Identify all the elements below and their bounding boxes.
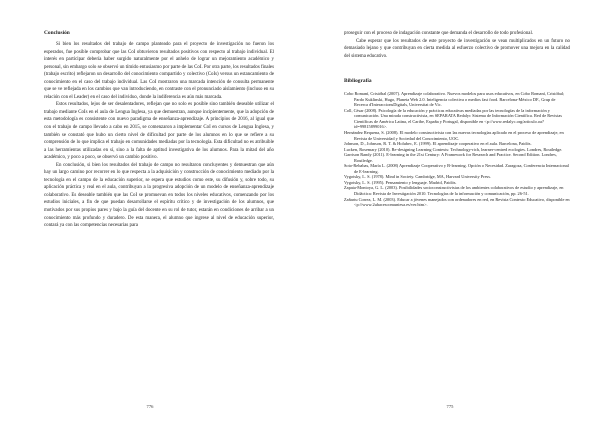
reference-item: Lucken, Rosemary (2010). Re-designing Learning Contexts: Technology-rich, learner-centred ecologies. Londres, Routledge. (344, 146, 563, 152)
right-page (300, 0, 600, 424)
reference-item: Coll, César (2008). Psicología de la educación y prácticas educativas mediadas por las tecnologías de la información y comunicación. Una mirada constructivista, en SEPARATA Redalyc Sistema de Información Científica. Red de Revistas Científicas de América Latina, el Caribe, España y Portugal, disponible en <p://www.redalyc.org/articulo.oa?id=99815899016>. (344, 107, 562, 130)
reference-item: Cobo Romaní, Cristóbal (2007). Aprendizaje colaborativo. Nuevos modelos para usos educativos, en Cobo Romaní, Cristóbal; Pardo Kuklinski, Hugo, Planeta Web 2.0. Inteligencia colectiva o medios fast food. Barcelona-México DF., Grup de Recerca d'InteraccionsDigitals, Universitat de Vic. (344, 91, 565, 108)
reference-item: Garrison Randy (2011). E-learning in the 21st Century: A Framework for Research and Practice. Second Edition. Londres, Routledge. (344, 152, 557, 163)
reference-item: Vygotsky, L. S. (1995). Pensamiento y lenguaje. Madrid, Paidós. (344, 179, 457, 185)
right-page-number: 775 (446, 404, 454, 409)
conclusion-paragraph-3: En conclusión, si bien los resultados del trabajo de campo no resultaron concluyentes y demuestran que aún hay un largo camino por recorrer en lo que respecta a la adquisición y construcción de conocimiento mediado por la tecnología en el campo de la educación superior, se espera que estudios como este, su difusión y, sobre todo, su aplicación práctica y real en el aula, contribuyan a la progresiva adopción de un modelo de enseñanza-aprendizaje colaborativo. Es deseable también que las CoI se promuevan en todos los niveles educativos, comenzando por los estudios iniciales, a fin de que puedan desarrollarse el espíritu crítico y de investigación de los alumnos, que motivados por sus propios pares y bajo la guía del docente en su rol de tutor, estarán en condiciones de arribar a un conocimiento más profundo y duradero. De esta manera, el alumno que ingrese al nivel de educación superior, contará ya con las competencias necesarias para (44, 162, 274, 229)
reference-item: Johnson, D., Johnson, R. T. & Holubec, E. (1999). El aprendizaje cooperativo en el aula. Barcelona, Paidós. (344, 141, 532, 147)
left-page-number: 776 (146, 404, 154, 409)
reference-item: Zañartu Correa, L. M. (2003). Educar a jóvenes manejados con ordenadores en red, en Revista Contexto Educativo, disponible en <p://www.2uhacescomuniesa.es/ver.htm>. (344, 196, 570, 208)
continuation-paragraph-2: Cabe esperar que los resultados de este proyecto de investigación se vean multiplicados en un futuro no demasiado lejano y que contribuyan en cierta medida al esfuerzo colectivo de promover una mejora en la calidad del sistema educativo. (344, 38, 570, 59)
conclusion-heading: Conclusión (44, 30, 70, 36)
bibliography-heading: Bibliografía (344, 78, 372, 85)
continuation-paragraph-1: proseguir con el proceso de indagación constante que demanda el desarrollo de todo profesional. (344, 31, 534, 36)
bibliography-section (344, 78, 570, 207)
conclusion-paragraph-1: Si bien los resultados del trabajo de campo planteado para el proyecto de investigación no fueron los esperados, fue posible comprobar que las CoI obtuvieron resultados positivos con respecto al trabajo individual. El interés en participar debería haber surgido naturalmente por el anhelo de lograr un mejoramiento académico y personal, sin embargo solo se observó un tímido entusiasmo por parte de las CoI. Por otra parte, los resultados finales (trabajo escrito) reflejaron un desarrollo del conocimiento compartido y colectivo (CoIs) versus un estancamiento de conocimiento en el caso del trabajo individual. Las CoI mostraron una marcada intención de consulta permanente que se ve reflejada en los cambios que van introduciendo, en contraste con el pronunciado aislamiento (incluso en su relación con el Leader) en el caso del individuo, donde la indiferencia es aún más marcada. (44, 42, 274, 100)
right-column (344, 30, 570, 208)
reference-item: Vygotsky, L. S. (1978). Mind in Society. Cambridge, MA, Harvard University Press. (344, 174, 491, 180)
reference-item: Hernández Requena, S. (2008). El modelo constructivista con las nuevas tecnologías aplicado en el proceso de aprendizaje, en Revista de Universidad y Sociedad del Conocimiento, UOC. (344, 130, 564, 141)
left-column (44, 30, 274, 230)
conclusion-paragraph-2: Estos resultados, lejos de ser desalentadores, reflejan que no solo es posible sino también deseable utilizar el trabajo mediante CoIs en el aula de Lengua Inglesa, ya que demuestran, aunque incipientemente, que la adopción de esta metodología es consistente con nuevo paradigma de enseñanza-aprendizaje. A principios de 2016, al igual que con el trabajo de campo llevado a cabo en 2015, se comenzaron a implementar CoI en cursos de Lengua Inglesa, y también se constató que hubo un cierto nivel de dificultad por parte de los alumnos en lo que se refiere a su comprensión de lo que implica el trabajo en comunidades mediadas por la tecnología. Esta dificultad no es atribuible a las herramientas utilizadas en sí, sino a la falta de aptitud investigativa de los alumnos. Para la mitad del año académico, y poco a poco, se observó un cambio positivo. (44, 102, 274, 161)
reference-item: Soto-Rebabas, María L. (2008) Aprendizaje Cooperativo y B-learning. Opción o Necesidad. Zaragoza, Conferencia Internacional de E-learning. (344, 163, 569, 174)
section-gap (344, 60, 570, 78)
reference-item: Zapata-Montoya, G. L. (2003). Posibilidades socioconstructivistas de los ambientes colaborativos de estudio y aprendizaje, en Didáctica: Revista de Investigación 2010. Tecnologías de la información y comunicación, pp. 26-51. (344, 185, 564, 197)
